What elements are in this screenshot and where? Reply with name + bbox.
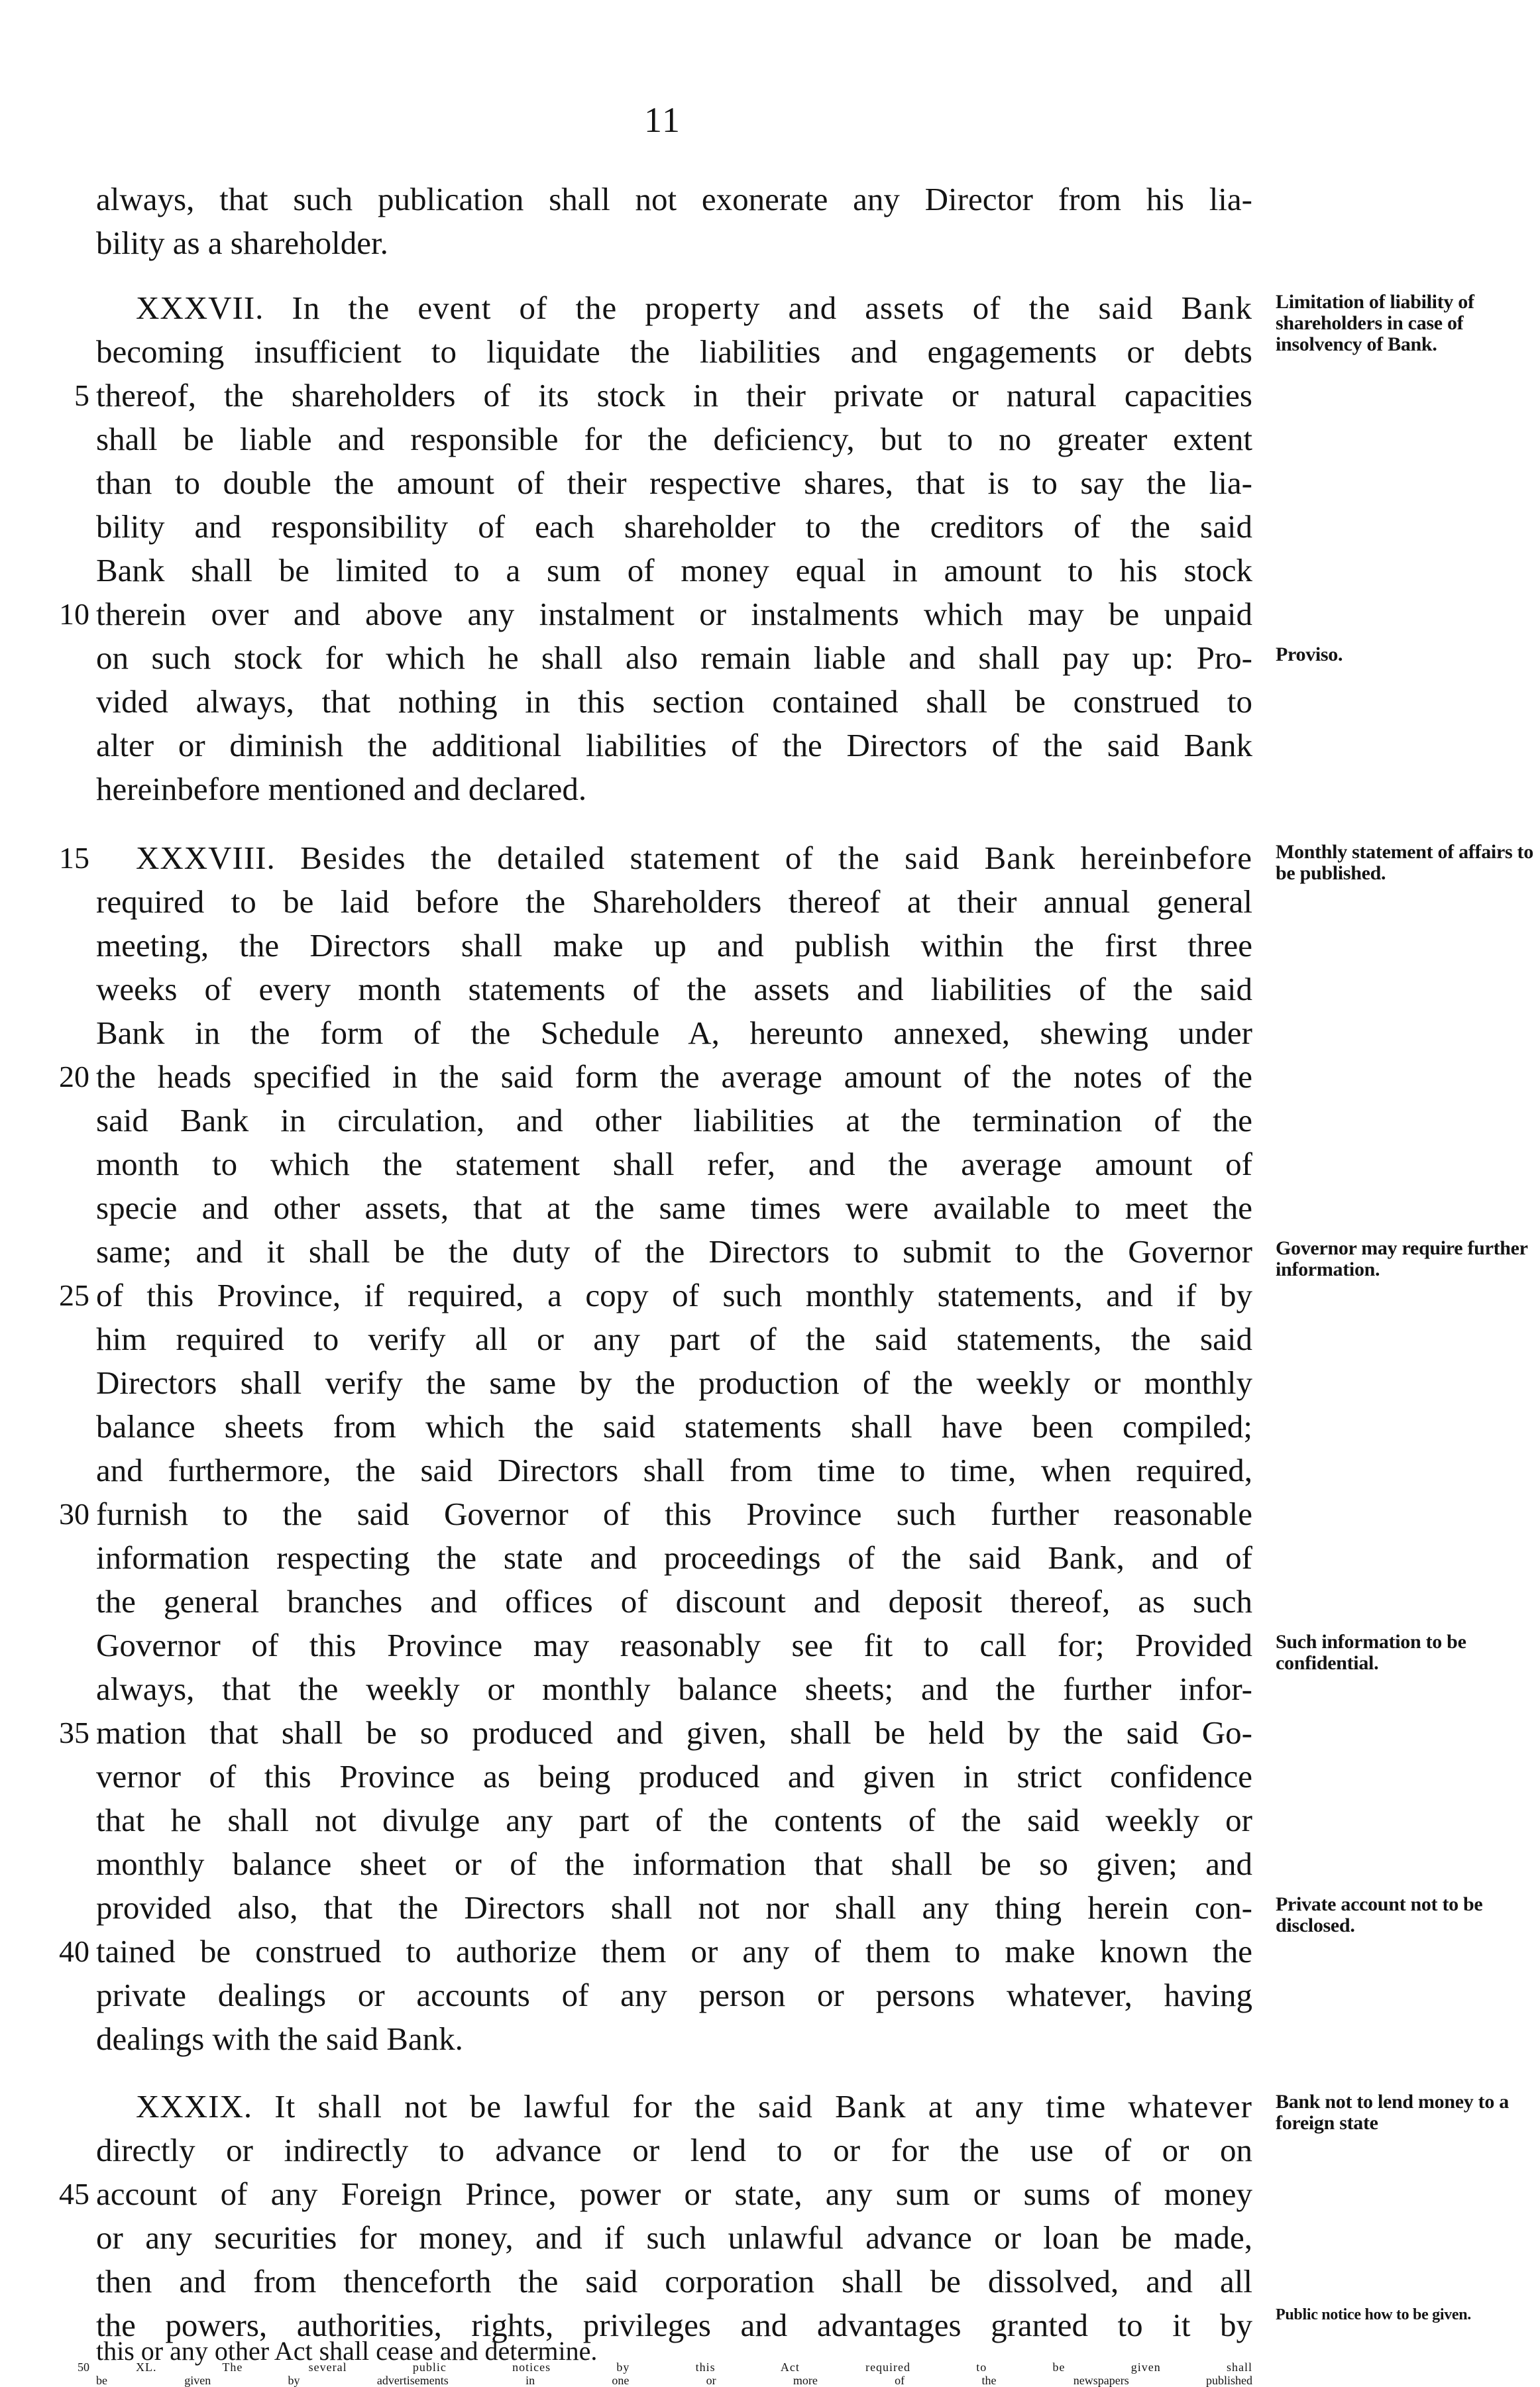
text-line: tained be construed to authorize them or any of them to make known the [96, 1933, 1252, 1970]
section-xxxvii-heading-line: XXXVII. In the event of the property and assets of the said Bank [136, 290, 1252, 326]
margin-note-proviso: Proviso. [1276, 643, 1343, 665]
text-line: provided also, that the Directors shall not nor shall any thing herein con- [96, 1889, 1252, 1926]
line-number: 25 [59, 1278, 89, 1312]
text-line: same; and it shall be the duty of the Directors to submit to the Governor [96, 1233, 1252, 1270]
margin-note-private-account: Private account not to be disclosed. [1276, 1893, 1483, 1936]
text-line: hereinbefore mentioned and declared. [96, 771, 587, 807]
text-line: or any securities for money, and if such unlawful advance or loan be made, [96, 2219, 1252, 2256]
section-xxxix-heading-line: XXXIX. It shall not be lawful for the said Bank at any time whatever [136, 2088, 1252, 2125]
text-line: the powers, authorities, rights, privileges and advantages granted to it by [96, 2307, 1252, 2343]
text-line: account of any Foreign Prince, power or state, any sum or sums of money [96, 2176, 1252, 2212]
text-line: bility and responsibility of each shareholder to the creditors of the said [96, 508, 1252, 545]
line-number: 10 [59, 597, 89, 631]
text-line: information respecting the state and proceedings of the said Bank, and of [96, 1539, 1252, 1576]
text-line: dealings with the said Bank. [96, 2021, 463, 2057]
line-number: 20 [59, 1060, 89, 1093]
text-line: month to which the statement shall refer, and the average amount of [96, 1146, 1252, 1182]
margin-note-confidential: Such information to be confidential. [1276, 1631, 1466, 1674]
text-line: private dealings or accounts of any person or persons whatever, having [96, 1977, 1252, 2013]
line-number: 35 [59, 1716, 89, 1749]
text-line: monthly balance sheet or of the information that shall be so given; and [96, 1846, 1252, 1882]
text-line: Governor of this Province may reasonably see fit to call for; Provided [96, 1627, 1252, 1663]
text-line: and furthermore, the said Directors shall from time to time, when required, [96, 1452, 1252, 1488]
margin-note-public-notice: Public notice how to be given. [1276, 2306, 1471, 2323]
text-line: Bank shall be limited to a sum of money equal in amount to his stock [96, 552, 1252, 588]
margin-note-governor-information: Governor may require further information. [1276, 1237, 1528, 1280]
text-line: Bank in the form of the Schedule A, hereunto annexed, shewing under [96, 1015, 1252, 1051]
text-line: furnish to the said Governor of this Province such further reasonable [96, 1496, 1252, 1532]
line-number: 50 [78, 2360, 89, 2374]
text-line: said Bank in circulation, and other liabilities at the termination of the [96, 1102, 1252, 1138]
text-line: the heads specified in the said form the average amount of the notes of the [96, 1058, 1252, 1095]
line-number: 40 [59, 1934, 89, 1968]
text-line: this or any other Act shall cease and determine. [96, 2336, 598, 2366]
text-line: balance sheets from which the said statements shall have been compiled; [96, 1408, 1252, 1445]
line-number: 30 [59, 1497, 89, 1531]
text-line: alter or diminish the additional liabilities of the Directors of the said Bank [96, 727, 1252, 763]
line-number: 5 [74, 378, 89, 412]
text-line: on such stock for which he shall also remain liable and shall pay up: Pro- [96, 639, 1252, 676]
margin-note-limitation-of-liability: Limitation of liability of shareholders in case of insolvency of Bank. [1276, 291, 1474, 355]
text-line: always, that such publication shall not exonerate any Director from his lia- [96, 181, 1252, 217]
text-line: specie and other assets, that at the same times were available to meet the [96, 1190, 1252, 1226]
text-line: required to be laid before the Shareholders thereof at their annual general [96, 883, 1252, 920]
page-number: 11 [644, 100, 681, 140]
text-line: mation that shall be so produced and given, shall be held by the said Go- [96, 1714, 1252, 1751]
margin-note-foreign-state: Bank not to lend money to a foreign state [1276, 2091, 1509, 2134]
text-line: him required to verify all or any part of the said statements, the said [96, 1321, 1252, 1357]
text-line: vided always, that nothing in this section contained shall be construed to [96, 683, 1252, 720]
text-line: thereof, the shareholders of its stock in their private or natural capacities [96, 377, 1252, 414]
line-number: 15 [59, 841, 89, 875]
text-line: directly or indirectly to advance or lend to or for the use of or on [96, 2132, 1252, 2168]
text-line: the general branches and offices of discount and deposit thereof, as such [96, 1583, 1252, 1620]
text-line: therein over and above any instalment or instalments which may be unpaid [96, 596, 1252, 632]
text-line: becoming insufficient to liquidate the liabilities and engagements or debts [96, 333, 1252, 370]
line-number: 45 [59, 2177, 89, 2211]
text-line: of this Province, if required, a copy of such monthly statements, and if by [96, 1277, 1252, 1313]
text-line: bility as a shareholder. [96, 225, 388, 261]
text-line: shall be liable and responsible for the deficiency, but to no greater extent [96, 421, 1252, 457]
text-line: weeks of every month statements of the assets and liabilities of the said [96, 971, 1252, 1007]
text-line: Directors shall verify the same by the production of the weekly or monthly [96, 1364, 1252, 1401]
text-line: always, that the weekly or monthly balance sheets; and the further infor- [96, 1671, 1252, 1707]
text-line: vernor of this Province as being produced and given in strict confidence [96, 1758, 1252, 1795]
text-line: that he shall not divulge any part of the contents of the said weekly or [96, 1802, 1252, 1838]
text-line: than to double the amount of their respective shares, that is to say the lia- [96, 465, 1252, 501]
text-line: be given by advertisements in one or more of the newspapers published [96, 2374, 1252, 2387]
text-line: meeting, the Directors shall make up and publish within the first three [96, 927, 1252, 964]
text-line: then and from thenceforth the said corporation shall be dissolved, and all [96, 2263, 1252, 2300]
margin-note-monthly-statement: Monthly statement of affairs to be published. [1276, 841, 1533, 884]
section-xxxviii-heading-line: XXXVIII. Besides the detailed statement of the said Bank hereinbefore [136, 840, 1252, 876]
section-xl-heading-line: XL. The several public notices by this Act required to be given shall [136, 2360, 1252, 2374]
